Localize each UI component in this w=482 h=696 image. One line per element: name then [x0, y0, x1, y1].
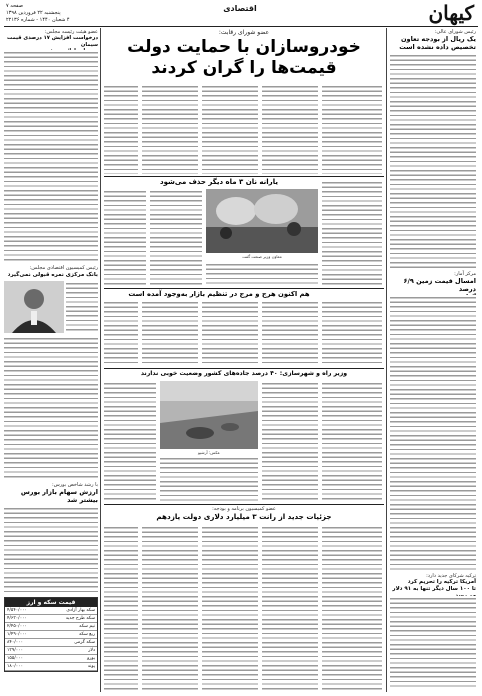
right-story3-title-line1: آمریکا ترکیه را تحریم کرد — [407, 579, 476, 585]
currency-value: ۸۴۰/۰۰۰ — [7, 640, 24, 645]
bread-body-left2 — [104, 189, 146, 285]
roads-photo — [160, 381, 258, 449]
lead-headline-line1: خودروسازان با حمایت دولت — [127, 37, 361, 57]
currency-table-row — [5, 607, 97, 615]
budget-body-col4 — [142, 525, 198, 690]
currency-label: یورو — [87, 656, 95, 661]
right-story3-kicker: ترکیه شرکای جدید دارد: — [426, 573, 476, 579]
currency-table-row — [5, 663, 97, 671]
lead-body-col3 — [202, 84, 258, 174]
currency-value: ۴/۶۳۰/۰۰۰ — [7, 616, 27, 621]
right-story1-title-line1: یک ریال از بودجه تعاون — [401, 35, 476, 43]
lead-kicker: عضو شورای رقابت: — [218, 29, 270, 36]
left-story3-title-line1: ارزش سهام بازار بورس — [20, 488, 98, 496]
budget-body-col5 — [104, 525, 138, 690]
left-story2-title: بانک مرکزی نمره قبولی نمی‌گیرد — [7, 272, 98, 278]
roads-body-left — [104, 381, 156, 501]
right-story1-body — [390, 53, 476, 268]
market-headline: هم اکنون هرج و مرج در تنظیم بازار به‌وجود آمده است — [128, 290, 310, 298]
budget-body-col2 — [262, 525, 318, 690]
masthead-rule — [4, 26, 478, 27]
column-divider-right — [386, 28, 387, 692]
page-label: صفحه ۷ — [6, 3, 23, 9]
left-story3-title-line2: بیشتر شد — [67, 496, 98, 504]
currency-label: سکه گرمی — [74, 640, 95, 645]
currency-table-row — [5, 639, 97, 647]
market-rule — [104, 288, 384, 289]
budget-body-col1 — [322, 525, 382, 690]
bread-photo — [206, 189, 318, 253]
market-body-col3 — [202, 300, 258, 365]
currency-value: ۴/۵۴۰/۰۰۰ — [7, 608, 27, 613]
right-story1-title — [390, 35, 476, 51]
lead-body-col5 — [104, 84, 138, 174]
roads-body-under — [160, 456, 258, 501]
issue-line: ۴ شعبان ۱۴۴۰ - شماره ۲۲۱۳۶ — [6, 17, 70, 23]
currency-table-row — [5, 615, 97, 623]
bread-body-left — [150, 189, 202, 285]
masthead-logo: کیهان — [428, 1, 474, 25]
currency-label: سکه بهار آزادی — [66, 608, 95, 613]
left-story3-body — [4, 506, 98, 594]
currency-table-row — [5, 655, 97, 663]
currency-value: ۱۸۰/۰۰۰ — [7, 664, 24, 669]
market-body-col2 — [262, 300, 318, 365]
section-title: اقتصادی — [223, 4, 257, 13]
right-story1-kicker: رئیس شورای عالی: — [434, 29, 476, 35]
market-body-col4 — [142, 300, 198, 365]
market-body-col1 — [322, 300, 382, 365]
lead-body-col2 — [262, 84, 318, 174]
currency-table-row — [5, 647, 97, 655]
lead-headline-line2: قیمت‌ها را گران کردند — [151, 58, 337, 78]
market-body-col5 — [104, 300, 138, 365]
budget-body-col3 — [202, 525, 258, 690]
bread-body-under — [206, 262, 318, 285]
left-story3-title — [4, 488, 98, 504]
left-story1-body — [4, 50, 98, 262]
lead-headline — [104, 37, 384, 79]
currency-table-body — [5, 607, 97, 671]
budget-rule — [104, 504, 384, 505]
column-divider-left — [100, 28, 101, 692]
right-story2-kicker: مرکز آمار: — [454, 271, 476, 277]
roads-headline: وزیر راه و شهرسازی: ۴۰ درصد جاده‌های کشور وضعیت خوبی ندارند — [140, 370, 348, 377]
currency-label: سکه طرح جدید — [65, 616, 95, 621]
bread-body-right — [322, 180, 382, 285]
lead-body-col4 — [142, 84, 198, 174]
budget-kicker: عضو کمیسیون برنامه و بودجه: — [212, 506, 276, 512]
left-story2-kicker: رئیس کمیسیون اقتصادی مجلس: — [29, 265, 98, 271]
left-story1-kicker: عضو هیئت رئیسه مجلس: — [44, 29, 98, 35]
left-story2-body-side — [66, 281, 98, 333]
currency-value: ۲/۴۵۰/۰۰۰ — [7, 624, 27, 629]
currency-table — [4, 597, 98, 672]
bread-caption: معاون وزیر صنعت گفت — [242, 254, 282, 259]
roads-photo-image — [160, 381, 258, 449]
lead-body-col1 — [322, 84, 382, 174]
currency-value: ۱/۴۹۰/۰۰۰ — [7, 632, 27, 637]
right-story2-title-line1: امسال قیمت زمین ۶/۹ درصد — [403, 277, 476, 293]
date-line: پنجشنبه ۲۲ فروردین ۱۳۹۸ — [6, 10, 61, 16]
bread-photo-image — [206, 189, 318, 253]
roads-body-col1 — [322, 381, 382, 501]
right-story1-title-line2: تخصیص داده نشده است — [399, 43, 476, 51]
left-story3-kicker: با رشد شاخص بورس: — [51, 482, 98, 488]
roads-rule — [104, 368, 384, 369]
bread-headline: یارانه نان ۳ ماه دیگر حذف می‌شود — [160, 178, 278, 186]
currency-label: ربع سکه — [79, 632, 95, 637]
budget-headline: جزئیات جدید از رانت ۳ میلیارد دلاری دولت یازدهم — [156, 512, 332, 521]
issue-info — [6, 3, 116, 24]
official-portrait-image — [4, 281, 64, 333]
currency-table-title: قیمت سکه و ارز — [5, 598, 97, 607]
currency-table-row — [5, 623, 97, 631]
currency-label: دلار — [88, 648, 95, 653]
currency-value: ۱۵۵/۰۰۰ — [7, 656, 24, 661]
currency-table-row — [5, 631, 97, 639]
right-story3-title-line2: تا ۱۰۰ سال دیگر تنها به ۹۱ دلار — [392, 586, 476, 592]
left-story2-body — [4, 336, 98, 480]
bread-rule — [104, 176, 384, 177]
currency-value: ۱۳۹/۰۰۰ — [7, 648, 24, 653]
official-portrait — [4, 281, 64, 333]
right-story2-body — [390, 295, 476, 570]
roads-body-col2 — [262, 381, 318, 501]
roads-photo-caption: عکس: آرشیو — [198, 450, 220, 455]
right-story3-body — [390, 596, 476, 690]
left-story1-title-line1: درخواست افزایش ۱۷ درصدی قیمت سیمان — [7, 35, 98, 48]
currency-label: پوند — [87, 664, 95, 669]
currency-label: نیم سکه — [79, 624, 95, 629]
